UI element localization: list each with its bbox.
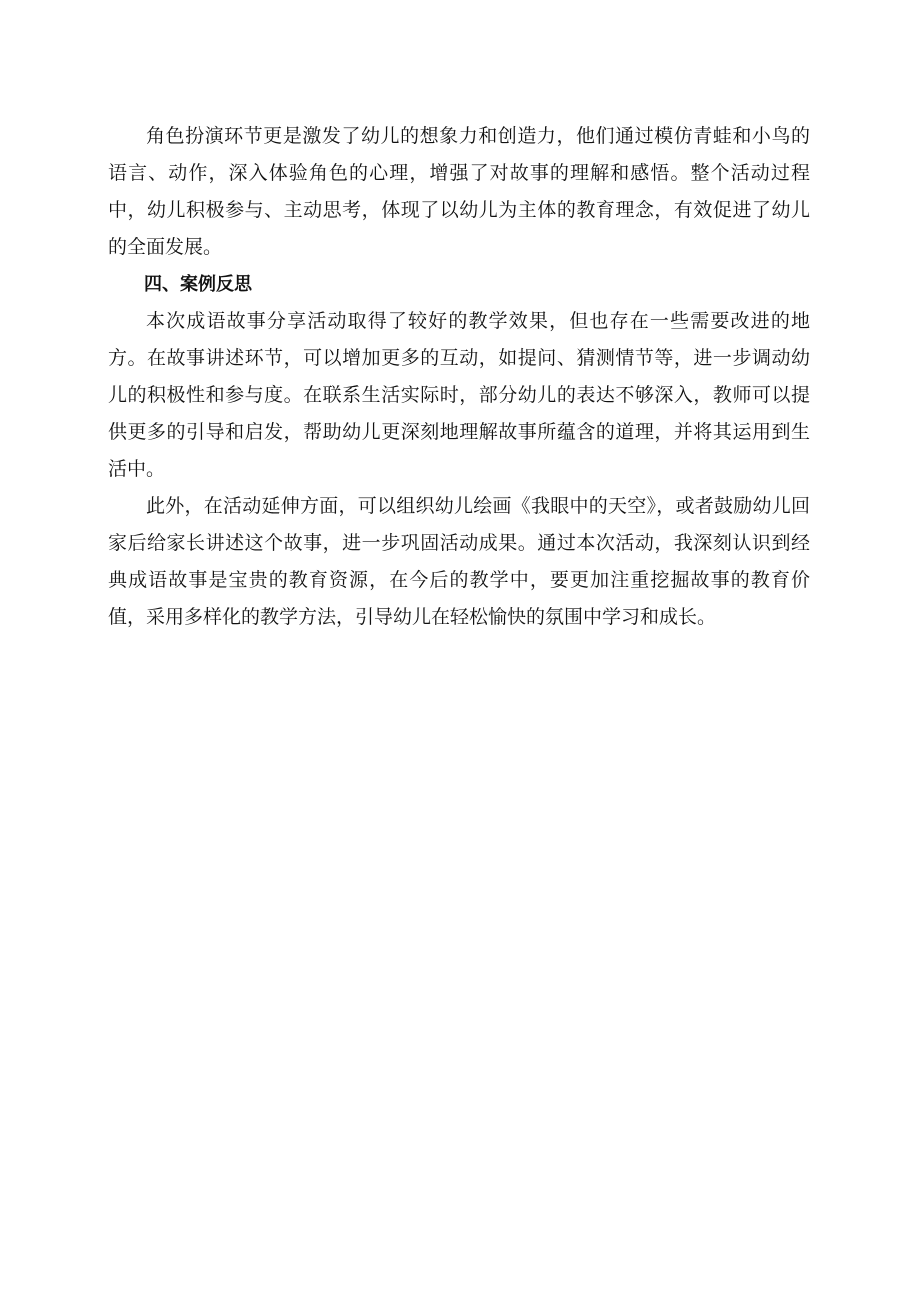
- section-heading-case-reflection: 四、案例反思: [144, 274, 252, 295]
- paragraph-role-play: 角色扮演环节更是激发了幼儿的想象力和创造力，他们通过模仿青蛙和小鸟的语言、动作，深入体验角色的心理，增强了对故事的理解和感悟。整个活动过程中，幼儿积极参与、主动思考，体现了以幼儿为主体的教育理念，有效促进了幼儿的全面发展。: [108, 125, 810, 258]
- paragraph-reflection: 本次成语故事分享活动取得了较好的教学效果，但也存在一些需要改进的地方。在故事讲述环节，可以增加更多的互动，如提问、猜测情节等，进一步调动幼儿的积极性和参与度。在联系生活实际时，部分幼儿的表达不够深入，教师可以提供更多的引导和启发，帮助幼儿更深刻地理解故事所蕴含的道理，并将其运用到生活中。: [108, 310, 810, 480]
- paragraph-extension: 此外，在活动延伸方面，可以组织幼儿绘画《我眼中的天空》，或者鼓励幼儿回家后给家长讲述这个故事，进一步巩固活动成果。通过本次活动，我深刻认识到经典成语故事是宝贵的教育资源，在今后的教学中，要更加注重挖掘故事的教育价值，采用多样化的教学方法，引导幼儿在轻松愉快的氛围中学习和成长。: [108, 495, 810, 628]
- document-body: [108, 118, 810, 636]
